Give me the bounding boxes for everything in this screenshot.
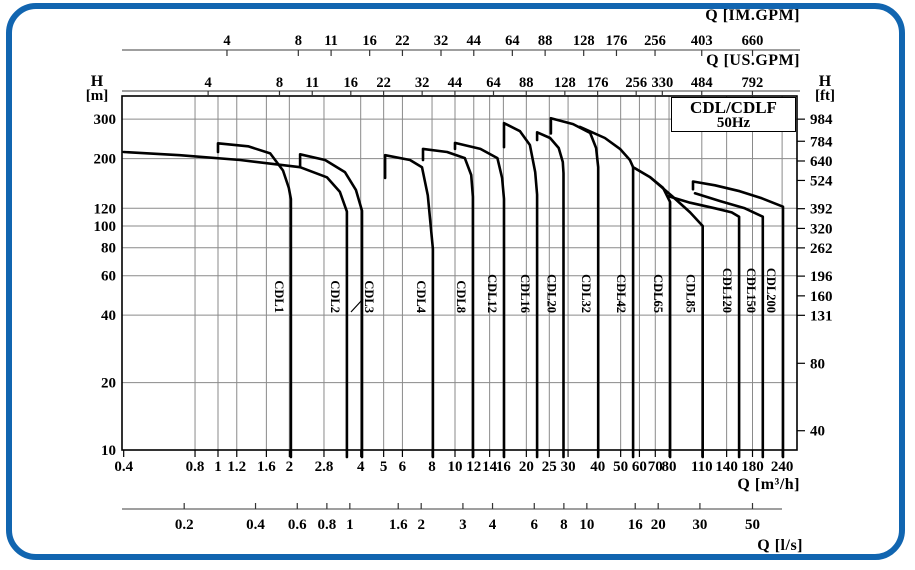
pump-label-CDL3: CDL3: [362, 280, 376, 313]
bottom-axis-title-m3h: Q [m³/h]: [737, 476, 800, 493]
q-ls-tick-label: 8: [560, 517, 568, 533]
pump-label-CDL1: CDL1: [271, 280, 286, 313]
h-ft-tick-label: 984: [810, 112, 833, 129]
pump-label-CDL85: CDL85: [683, 274, 698, 313]
h-m-tick-label: 200: [93, 151, 116, 168]
pump-label-CDL16: CDL16: [518, 274, 533, 313]
im-gpm-tick-label: 403: [690, 33, 713, 49]
us-gpm-tick-label: 44: [447, 75, 463, 91]
h-m-tick-label: 60: [101, 268, 116, 285]
us-gpm-tick-label: 32: [414, 75, 430, 91]
bottom-axis-title-ls: Q [l/s]: [757, 537, 803, 554]
q-ls-tick-label: 30: [692, 517, 708, 533]
plot-frame: [122, 96, 797, 450]
q-m3h-tick-label: 20: [518, 459, 534, 475]
im-gpm-tick-label: 64: [505, 33, 520, 49]
q-m3h-tick-label: 140: [715, 459, 738, 475]
h-m-tick-label: 20: [101, 375, 116, 392]
h-m-tick-label: 120: [93, 201, 116, 218]
im-gpm-tick-label: 660: [741, 33, 764, 49]
chart-title-box: [671, 97, 796, 132]
im-gpm-tick-label: 22: [395, 33, 410, 49]
q-m3h-tick-label: 30: [560, 459, 576, 475]
q-m3h-tick-label: 12: [466, 459, 482, 475]
q-m3h-tick-label: 25: [541, 459, 557, 475]
pump-label-CDL12: CDL12: [485, 274, 499, 313]
q-m3h-tick-label: 70: [647, 459, 663, 475]
us-gpm-tick-label: 8: [275, 75, 284, 91]
q-m3h-tick-label: 110: [690, 459, 713, 475]
q-ls-tick-label: 1.6: [388, 517, 408, 533]
q-m3h-tick-label: 2.8: [314, 459, 334, 475]
us-gpm-tick-label: 484: [690, 75, 713, 91]
pump-label-CDL4: CDL4: [413, 280, 428, 313]
q-ls-tick-label: 16: [627, 517, 643, 533]
q-m3h-tick-label: 0.4: [114, 459, 134, 475]
q-ls-tick-label: 0.4: [246, 517, 265, 533]
h-m-tick-label: 40: [101, 308, 116, 325]
pump-label-CDL8: CDL8: [453, 280, 468, 313]
q-ls-tick-label: 0.2: [174, 517, 194, 533]
h-ft-tick-label: 320: [810, 221, 833, 238]
im-gpm-tick-label: 8: [294, 33, 302, 49]
right-axis-title: [803, 74, 847, 104]
im-gpm-tick-label: 4: [223, 33, 231, 49]
h-m-tick-label: 300: [93, 112, 116, 129]
h-ft-tick-label: 131: [810, 308, 833, 325]
q-ls-tick-label: 50: [744, 517, 760, 533]
h-ft-tick-label: 524: [810, 173, 833, 190]
right-axis-symbol: H: [818, 73, 832, 90]
us-gpm-tick-label: 88: [519, 75, 534, 91]
q-ls-tick-label: 20: [650, 517, 666, 533]
pump-label-CDL2: CDL2: [327, 280, 342, 313]
h-ft-tick-label: 262: [810, 240, 833, 257]
im-gpm-tick-label: 176: [605, 33, 628, 49]
im-gpm-tick-label: 128: [572, 33, 595, 49]
pump-label-CDL32: CDL32: [579, 274, 594, 313]
us-gpm-tick-label: 256: [625, 75, 648, 91]
q-m3h-tick-label: 6: [398, 459, 407, 475]
us-gpm-tick-label: 792: [741, 75, 764, 91]
q-ls-tick-label: 6: [530, 517, 539, 533]
us-gpm-tick-label: 22: [376, 75, 391, 91]
us-gpm-tick-label: 128: [553, 75, 576, 91]
h-ft-tick-label: 196: [810, 269, 833, 286]
us-gpm-tick-label: 11: [305, 75, 320, 91]
im-gpm-tick-label: 88: [537, 33, 553, 49]
chart-title-line1: CDL/CDLF: [690, 97, 777, 117]
left-axis-unit: [m]: [85, 88, 109, 104]
q-m3h-tick-label: 60: [631, 459, 647, 475]
pump-label-CDL42: CDL42: [614, 274, 629, 313]
h-m-tick-label: 100: [93, 219, 116, 235]
h-ft-tick-label: 784: [810, 134, 833, 151]
h-ft-tick-label: 392: [810, 201, 833, 218]
us-gpm-tick-label: 64: [486, 75, 501, 91]
im-gpm-tick-label: 11: [324, 33, 338, 49]
h-m-tick-label: 80: [101, 240, 116, 257]
im-gpm-tick-label: 16: [362, 33, 377, 49]
h-m-tick-label: 10: [101, 443, 116, 459]
q-m3h-tick-label: 80: [661, 459, 677, 475]
h-ft-tick-label: 80: [810, 356, 825, 373]
q-m3h-tick-label: 1: [214, 459, 222, 475]
q-m3h-tick-label: 14: [482, 459, 498, 475]
q-ls-tick-label: 2: [417, 517, 425, 533]
curve-CDL85: [650, 177, 703, 457]
bottom-ls-axis: [122, 503, 782, 533]
chart-title-line2: 50Hz: [716, 114, 751, 131]
curve-CDL2: [124, 152, 347, 457]
q-ls-tick-label: 0.8: [317, 517, 337, 533]
us-gpm-tick-label: 330: [651, 75, 674, 91]
gridlines: [122, 96, 797, 450]
q-ls-tick-label: 10: [579, 517, 595, 533]
q-ls-tick-label: 3: [459, 517, 467, 533]
q-ls-tick-label: 0.6: [287, 517, 307, 533]
top-axis-title-usgpm: Q [US.GPM]: [706, 52, 800, 69]
im-gpm-tick-label: 44: [466, 33, 482, 49]
q-m3h-tick-label: 1.6: [257, 459, 276, 475]
q-ls-tick-label: 1: [346, 517, 354, 533]
q-m3h-tick-label: 8: [428, 459, 436, 475]
left-axis-title: [76, 74, 118, 104]
q-m3h-tick-label: 16: [495, 459, 511, 475]
us-gpm-tick-label: 16: [343, 75, 359, 91]
q-m3h-tick-label: 4: [356, 459, 365, 475]
q-m3h-tick-label: 50: [613, 459, 629, 475]
q-m3h-tick-label: 10: [447, 459, 463, 475]
im-gpm-tick-label: 32: [433, 33, 449, 49]
left-h-axis: [94, 112, 117, 459]
us-gpm-tick-label: 176: [586, 75, 609, 91]
q-m3h-tick-label: 240: [770, 459, 794, 475]
q-m3h-tick-label: 5: [379, 459, 388, 475]
us-gpm-tick-label: 4: [204, 75, 212, 91]
pump-label-CDL120: CDL120: [720, 267, 735, 313]
bottom-m3h-axis: [114, 450, 793, 475]
left-axis-symbol: H: [90, 73, 104, 90]
q-m3h-tick-label: 180: [741, 459, 764, 475]
q-m3h-tick-label: 40: [590, 459, 606, 475]
right-h-axis: [797, 112, 833, 440]
h-ft-tick-label: 640: [810, 153, 833, 170]
q-ls-tick-label: 4: [488, 517, 497, 533]
pump-label-CDL200: CDL200: [764, 267, 778, 313]
top-axis-title-imgpm: Q [IM.GPM]: [705, 7, 800, 24]
im-gpm-tick-label: 256: [644, 33, 666, 49]
pump-label-CDL150: CDL150: [743, 267, 758, 313]
pump-label-CDL20: CDL20: [544, 274, 559, 313]
q-m3h-tick-label: 0.8: [185, 459, 205, 475]
pump-label-CDL65: CDL65: [651, 274, 666, 313]
q-m3h-tick-label: 1.2: [227, 459, 247, 475]
right-axis-unit: [ft]: [815, 88, 835, 104]
h-ft-tick-label: 40: [810, 423, 825, 440]
h-ft-tick-label: 160: [810, 288, 833, 305]
q-m3h-tick-label: 2: [285, 459, 294, 475]
